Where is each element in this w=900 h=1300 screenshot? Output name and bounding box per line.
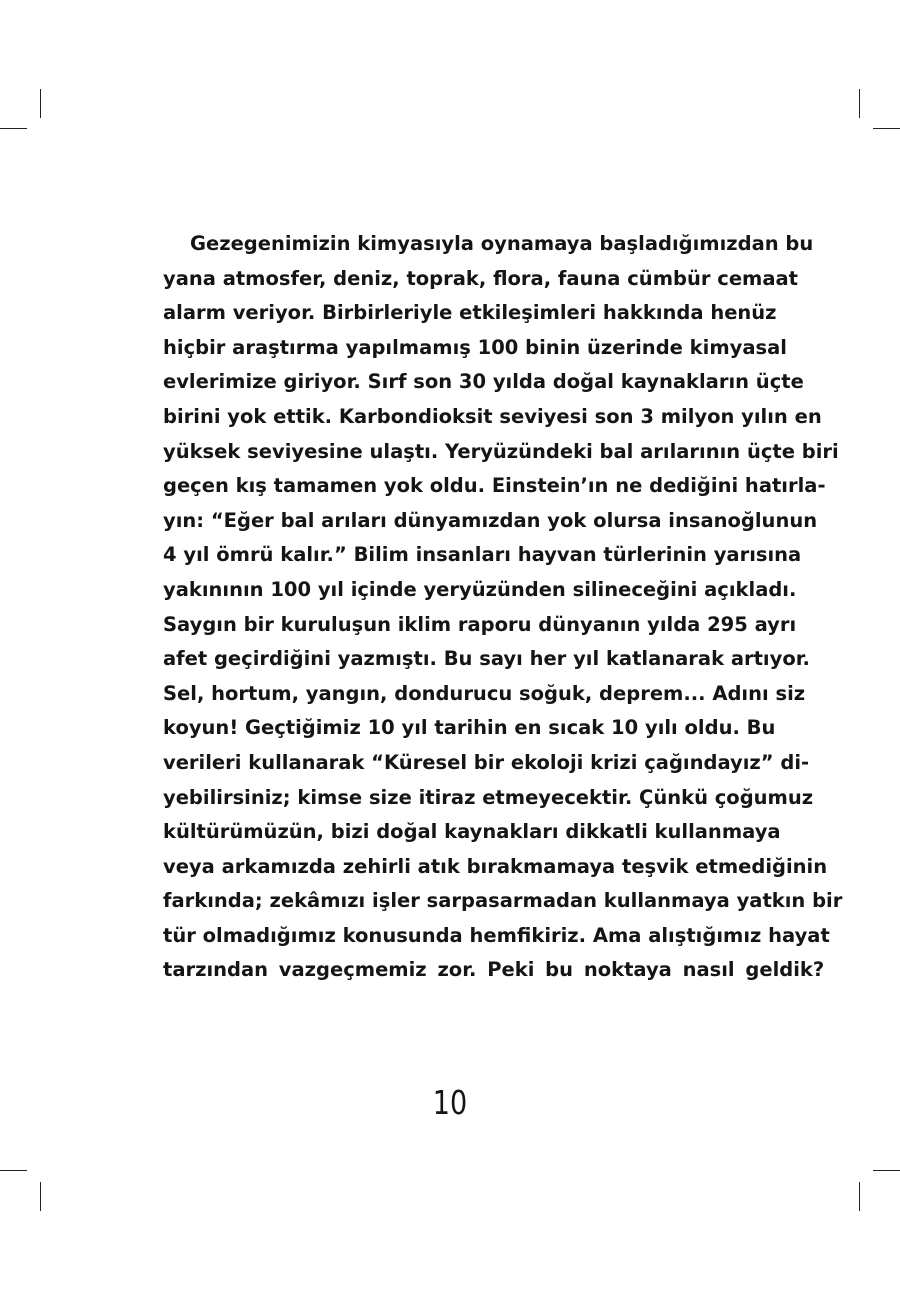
text-line: 4 yıl ömrü kalır.” Bilim insanları hayvan türlerinin yarısına: [163, 543, 802, 567]
crop-mark-bottom-left-vertical: [40, 1182, 41, 1211]
crop-mark-bottom-left-horizontal: [0, 1170, 27, 1171]
text-line: Gezegenimizin kimyasıyla oynamaya başladığımızdan bu: [190, 232, 814, 255]
crop-mark-bottom-right-horizontal: [873, 1170, 900, 1171]
page-number: 10: [432, 1083, 468, 1122]
crop-mark-bottom-right-vertical: [859, 1182, 860, 1211]
text-line: farkında; zekâmızı işler sarpasarmadan kullanmaya yatkın bir: [163, 889, 843, 913]
text-line: Sel, hortum, yangın, dondurucu soğuk, deprem... Adını siz: [163, 681, 806, 705]
text-line: evlerimize giriyor. Sırf son 30 yılda doğal kaynakların üçte: [163, 370, 804, 394]
text-line: hiçbir araştırma yapılmamış 100 binin üzerinde kimyasal: [163, 335, 787, 359]
text-line: yakınının 100 yıl içinde yeryüzünden silineceğini açıkladı.: [163, 577, 797, 601]
text-line: tarzından vazgeçmemiz zor. Peki bu noktaya nasıl geldik?: [163, 958, 825, 982]
text-line: koyun! Geçtiğimiz 10 yıl tarihin en sıcak 10 yılı oldu. Bu: [163, 716, 776, 740]
text-line: yebilirsiniz; kimse size itiraz etmeyecektir. Çünkü çoğumuz: [163, 785, 814, 809]
crop-mark-top-right-horizontal: [873, 128, 900, 129]
text-line: alarm veriyor. Birbirleriyle etkileşimleri hakkında henüz: [163, 301, 777, 325]
crop-mark-top-right-vertical: [859, 89, 860, 118]
text-line: afet geçirdiğini yazmıştı. Bu sayı her yıl katlanarak artıyor.: [163, 647, 810, 671]
text-line: yüksek seviyesine ulaştı. Yeryüzündeki bal arılarının üçte biri: [163, 439, 839, 463]
body-paragraph: [163, 227, 843, 988]
text-line: verileri kullanarak “Küresel bir ekoloji krizi çağındayız” di-: [163, 750, 810, 774]
text-line: geçen kış tamamen yok oldu. Einstein’ın ne dediğini hatırla-: [163, 474, 826, 498]
crop-mark-top-left-vertical: [40, 89, 41, 118]
text-line: yın: “Eğer bal arıları dünyamızdan yok olursa insanoğlunun: [163, 508, 818, 532]
text-line: veya arkamızda zehirli atık bırakmamaya teşvik etmediğinin: [163, 854, 828, 878]
text-line: kültürümüzün, bizi doğal kaynakları dikkatli kullanmaya: [163, 820, 781, 844]
text-line: yana atmosfer, deniz, toprak, flora, fauna cümbür cemaat: [163, 266, 798, 290]
text-line: birini yok ettik. Karbondioksit seviyesi son 3 milyon yılın en: [163, 404, 822, 428]
crop-mark-top-left-horizontal: [0, 128, 27, 129]
text-line: tür olmadığımız konusunda hemfikiriz. Ama alıştığımız hayat: [163, 923, 830, 947]
text-line: Saygın bir kuruluşun iklim raporu dünyanın yılda 295 ayrı: [163, 612, 797, 636]
